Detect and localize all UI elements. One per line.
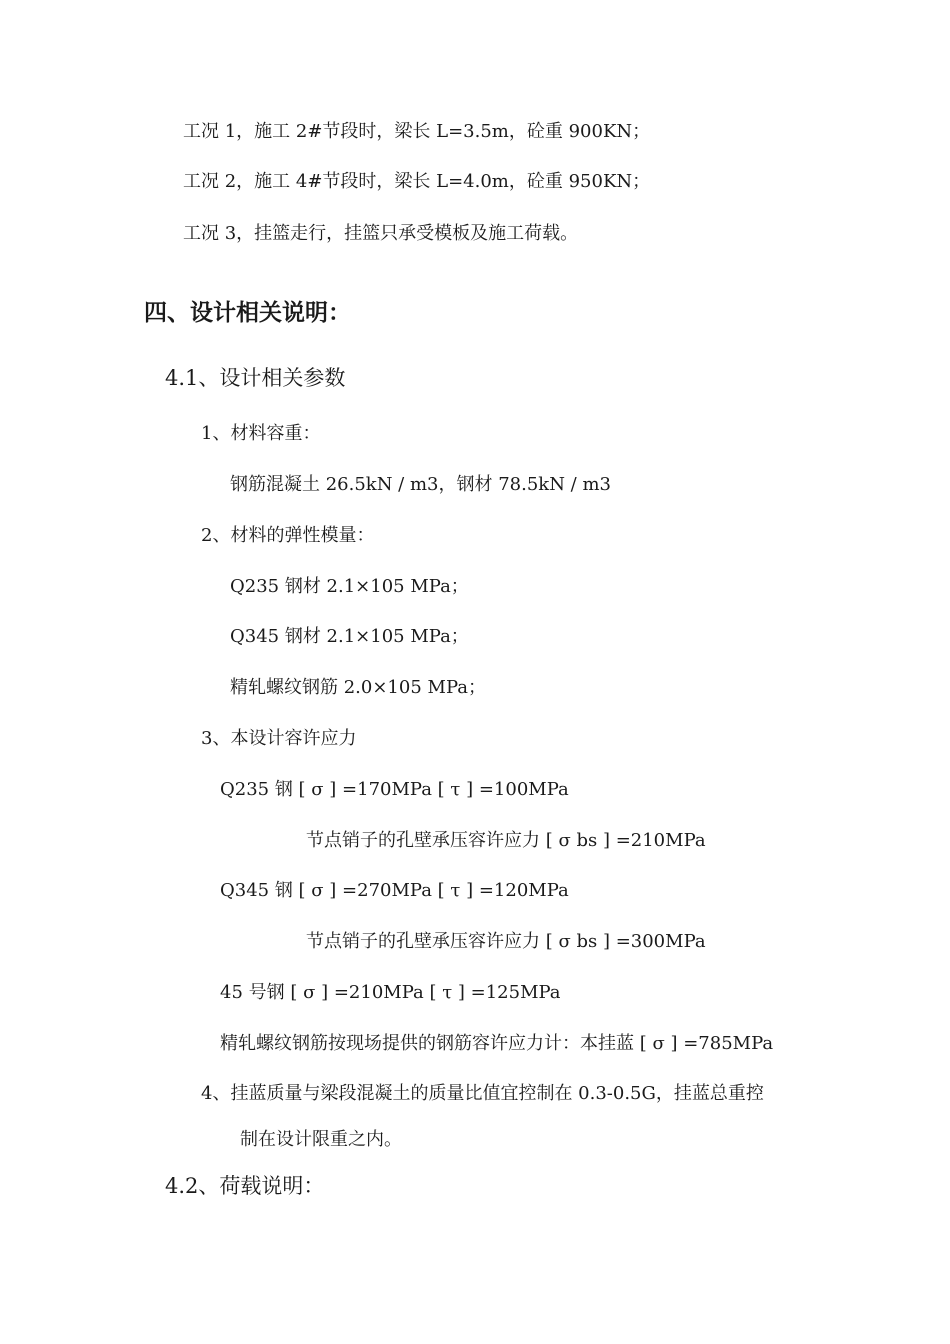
modulus-rebar: 精轧螺纹钢筋 2.0×105 MPa； xyxy=(230,677,486,698)
allowable-rebar: 精轧螺纹钢筋按现场提供的钢筋容许应力计：本挂蓝 [ σ ] =785MPa xyxy=(220,1033,774,1054)
item-3-title: 3、本设计容许应力 xyxy=(201,728,357,749)
condition-2: 工况 2，施工 4#节段时，梁长 L=4.0m，砼重 950KN； xyxy=(183,171,651,192)
modulus-q235: Q235 钢材 2.1×105 MPa； xyxy=(230,576,469,597)
section-4-heading: 四、设计相关说明： xyxy=(144,300,351,326)
item-2-title: 2、材料的弹性模量： xyxy=(201,525,375,546)
allowable-q345-pin: 节点销子的孔壁承压容许应力 [ σ bs ] =300MPa xyxy=(306,931,706,952)
allowable-steel-45: 45 号钢 [ σ ] =210MPa [ τ ] =125MPa xyxy=(220,982,561,1003)
item-4-line-1: 4、挂蓝质量与梁段混凝土的质量比值宜控制在 0.3-0.5G，挂蓝总重控 xyxy=(201,1083,764,1104)
condition-1: 工况 1，施工 2#节段时，梁长 L=3.5m，砼重 900KN； xyxy=(183,121,651,142)
condition-3: 工况 3，挂篮走行，挂篮只承受模板及施工荷载。 xyxy=(183,223,579,244)
item-1-title: 1、材料容重： xyxy=(201,423,321,444)
section-4-1-heading: 4.1、设计相关参数 xyxy=(165,366,346,390)
allowable-q345: Q345 钢 [ σ ] =270MPa [ τ ] =120MPa xyxy=(220,880,569,901)
item-4-line-2: 制在设计限重之内。 xyxy=(240,1129,402,1150)
allowable-q235: Q235 钢 [ σ ] =170MPa [ τ ] =100MPa xyxy=(220,779,569,800)
allowable-q235-pin: 节点销子的孔壁承压容许应力 [ σ bs ] =210MPa xyxy=(306,830,706,851)
material-density-values: 钢筋混凝土 26.5kN / m3，钢材 78.5kN / m3 xyxy=(230,474,611,495)
modulus-q345: Q345 钢材 2.1×105 MPa； xyxy=(230,626,469,647)
section-4-2-heading: 4.2、荷载说明： xyxy=(165,1174,325,1198)
